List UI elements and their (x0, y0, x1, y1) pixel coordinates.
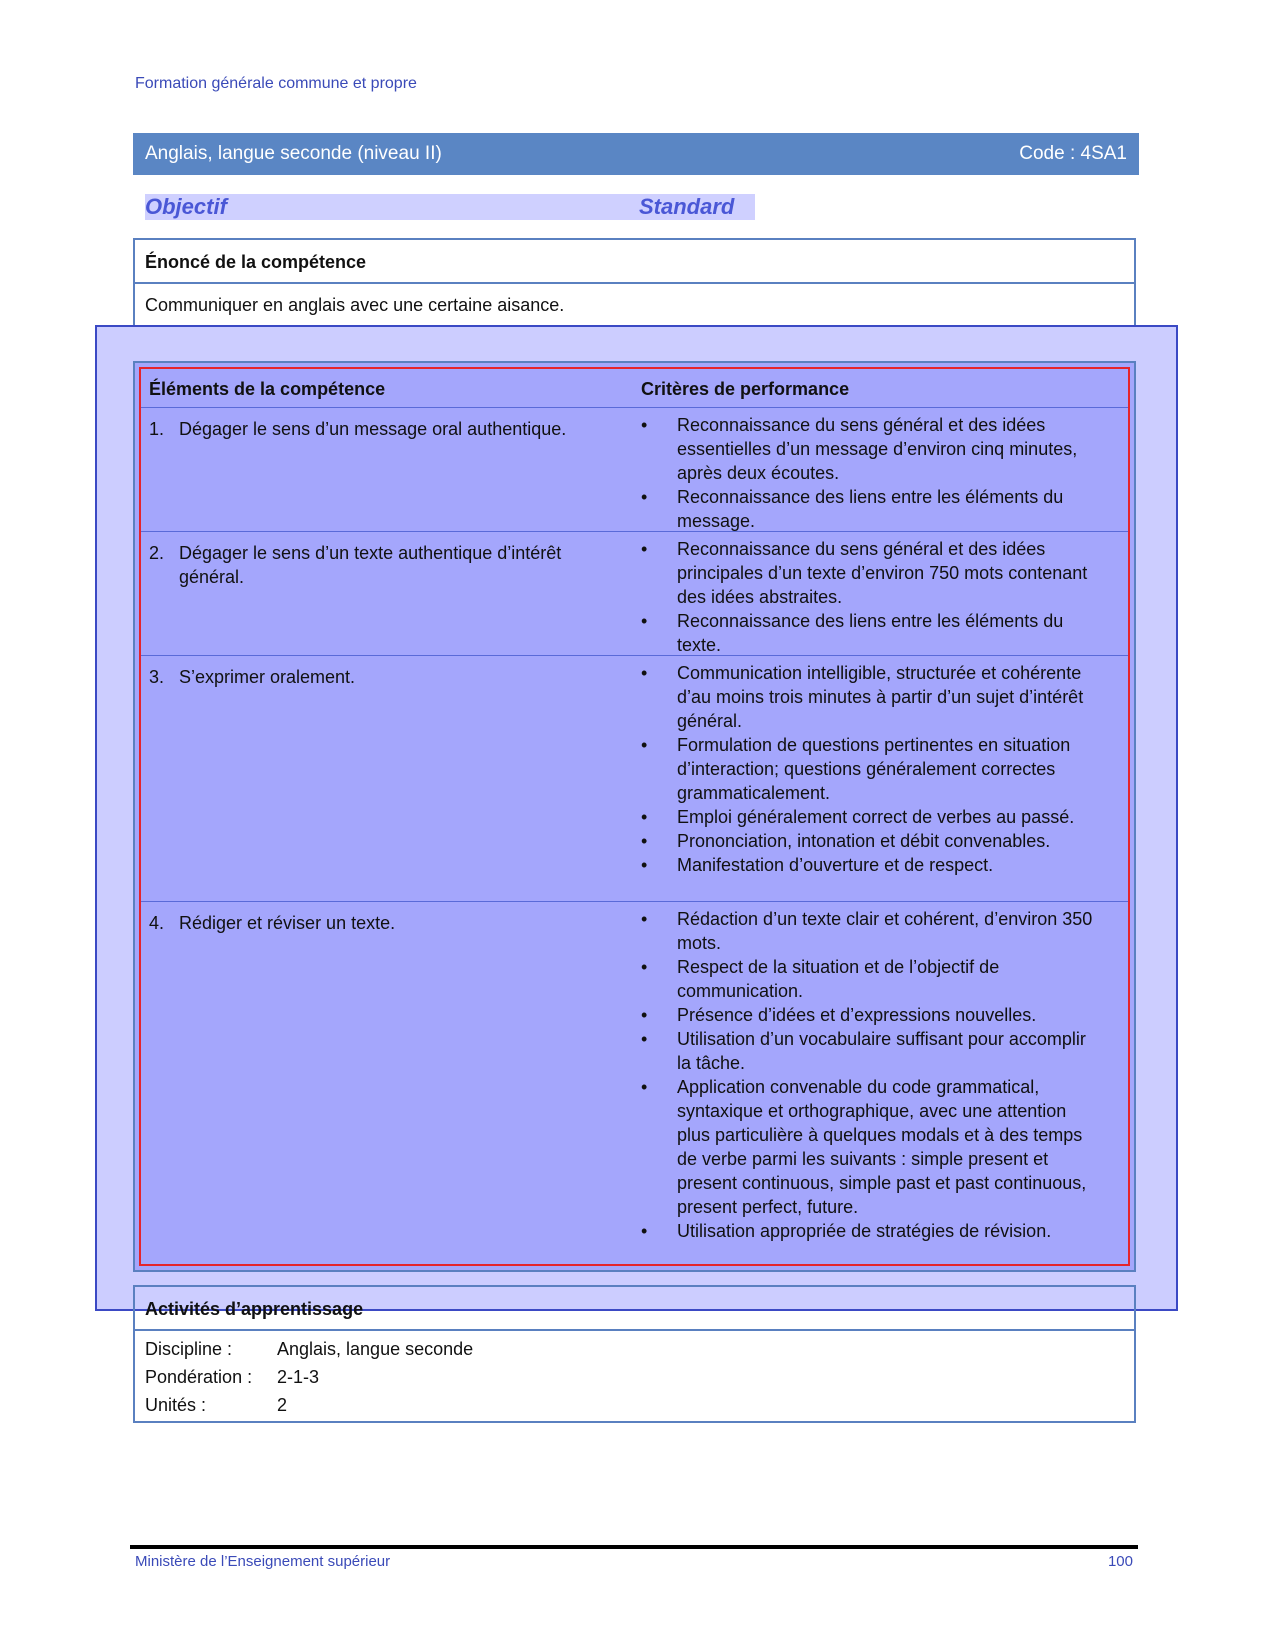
list-item (641, 1003, 1101, 1027)
course-title: Anglais, langue seconde (niveau II) (145, 143, 442, 164)
footer-ministry: Ministère de l’Enseignement supérieur (135, 1553, 391, 1570)
bullet-icon: • (641, 1029, 648, 1049)
criterion-text: Utilisation appropriée de stratégies de révision. (677, 1221, 1052, 1241)
bullet-icon: • (641, 957, 648, 977)
table-row (141, 407, 1128, 532)
list-item (641, 805, 1101, 829)
element-number: 3. (149, 667, 165, 687)
list-item (641, 1075, 1101, 1219)
enonce-text: Communiquer en anglais avec une certaine aisance. (145, 295, 565, 315)
footer-divider (130, 1545, 1138, 1549)
bullet-icon: • (641, 487, 648, 507)
ponderation-label: Pondération : (145, 1367, 253, 1387)
discipline-label: Discipline : (145, 1339, 233, 1359)
bullet-icon: • (641, 539, 648, 559)
criterion-text: Utilisation d’un vocabulaire suffisant pour accomplir la tâche. (677, 1029, 1086, 1073)
standard-label: Standard (639, 194, 735, 219)
list-item (641, 1027, 1101, 1075)
course-code: Code : 4SA1 (1019, 143, 1127, 164)
criteria-cell (641, 661, 1101, 877)
element-cell (149, 665, 619, 689)
bullet-icon: • (641, 663, 648, 683)
bullet-icon: • (641, 1005, 648, 1025)
objectif-label: Objectif (145, 194, 227, 219)
list-item (641, 853, 1101, 877)
bullet-icon: • (641, 735, 648, 755)
criterion-text: Application convenable du code grammatical, syntaxique et orthographique, avec une attention plus particulière à quelques modals et à des temps de verbe parmi les suivants : simple present et present continuous, simple past et past continuous, present perfect, future. (677, 1077, 1087, 1217)
criterion-text: Reconnaissance des liens entre les éléments du message. (677, 487, 1064, 531)
element-text: Rédiger et réviser un texte. (179, 913, 396, 933)
unites-label: Unités : (145, 1395, 207, 1415)
criterion-text: Emploi généralement correct de verbes au passé. (677, 807, 1075, 827)
elements-table (133, 361, 1136, 1272)
bullet-icon: • (641, 855, 648, 875)
list-item (641, 485, 1101, 533)
table-row (141, 531, 1128, 656)
element-text: S’exprimer oralement. (179, 667, 356, 687)
list-item (641, 1219, 1101, 1243)
enonce-heading: Énoncé de la compétence (135, 240, 1134, 284)
col-right-header: Critères de performance (641, 379, 850, 399)
ponderation-line (145, 1367, 319, 1388)
criterion-text: Reconnaissance du sens général et des idées principales d’un texte d’environ 750 mots contenant des idées abstraites. (677, 539, 1088, 607)
bullet-icon: • (641, 831, 648, 851)
col-left-header: Éléments de la compétence (149, 379, 386, 399)
element-number: 1. (149, 419, 165, 439)
elements-table-inner (139, 367, 1130, 1266)
list-item (641, 829, 1101, 853)
bullet-icon: • (641, 807, 648, 827)
element-text: Dégager le sens d’un texte authentique d’intérêt général. (179, 543, 562, 587)
criteria-cell (641, 537, 1101, 657)
list-item (641, 907, 1101, 955)
table-row (141, 901, 1128, 1267)
discipline-value: Anglais, langue seconde (277, 1339, 474, 1359)
bullet-icon: • (641, 611, 648, 631)
list-item (641, 733, 1101, 805)
list-item (641, 955, 1101, 1003)
discipline-line (145, 1339, 473, 1360)
unites-value: 2 (277, 1395, 288, 1415)
element-number: 2. (149, 543, 165, 563)
element-cell (149, 541, 619, 589)
activites-heading: Activités d’apprentissage (135, 1287, 1134, 1331)
list-item (641, 661, 1101, 733)
criterion-text: Prononciation, intonation et débit convenables. (677, 831, 1051, 851)
criteria-cell (641, 413, 1101, 533)
criterion-text: Rédaction d’un texte clair et cohérent, d’environ 350 mots. (677, 909, 1093, 953)
activites-box (133, 1285, 1136, 1423)
table-header-row (141, 369, 1128, 408)
unites-line (145, 1395, 287, 1416)
criterion-text: Respect de la situation et de l’objectif de communication. (677, 957, 1000, 1001)
criterion-text: Manifestation d’ouverture et de respect. (677, 855, 994, 875)
criterion-text: Communication intelligible, structurée et cohérente d’au moins trois minutes à partir d’un sujet d’intérêt général. (677, 663, 1084, 731)
bullet-icon: • (641, 1221, 648, 1241)
criterion-text: Reconnaissance des liens entre les éléments du texte. (677, 611, 1064, 655)
ponderation-value: 2-1-3 (277, 1367, 320, 1387)
criterion-text: Présence d’idées et d’expressions nouvelles. (677, 1005, 1037, 1025)
bullet-icon: • (641, 909, 648, 929)
list-item (641, 609, 1101, 657)
course-title-bar (133, 133, 1139, 175)
criterion-text: Formulation de questions pertinentes en situation d’interaction; questions généralement correctes grammaticalement. (677, 735, 1071, 803)
element-cell (149, 911, 619, 935)
element-text: Dégager le sens d’un message oral authentique. (179, 419, 567, 439)
criteria-cell (641, 907, 1101, 1243)
bullet-icon: • (641, 415, 648, 435)
list-item (641, 537, 1101, 609)
element-number: 4. (149, 913, 165, 933)
list-item (641, 413, 1101, 485)
bullet-icon: • (641, 1077, 648, 1097)
table-row (141, 655, 1128, 902)
page-footer (135, 1553, 1133, 1570)
element-cell (149, 417, 619, 441)
criterion-text: Reconnaissance du sens général et des idées essentielles d’un message d’environ cinq minutes, après deux écoutes. (677, 415, 1078, 483)
page-number: 100 (1107, 1553, 1133, 1570)
objectif-standard-bar (145, 194, 755, 220)
header-top-label: Formation générale commune et propre (135, 75, 417, 92)
